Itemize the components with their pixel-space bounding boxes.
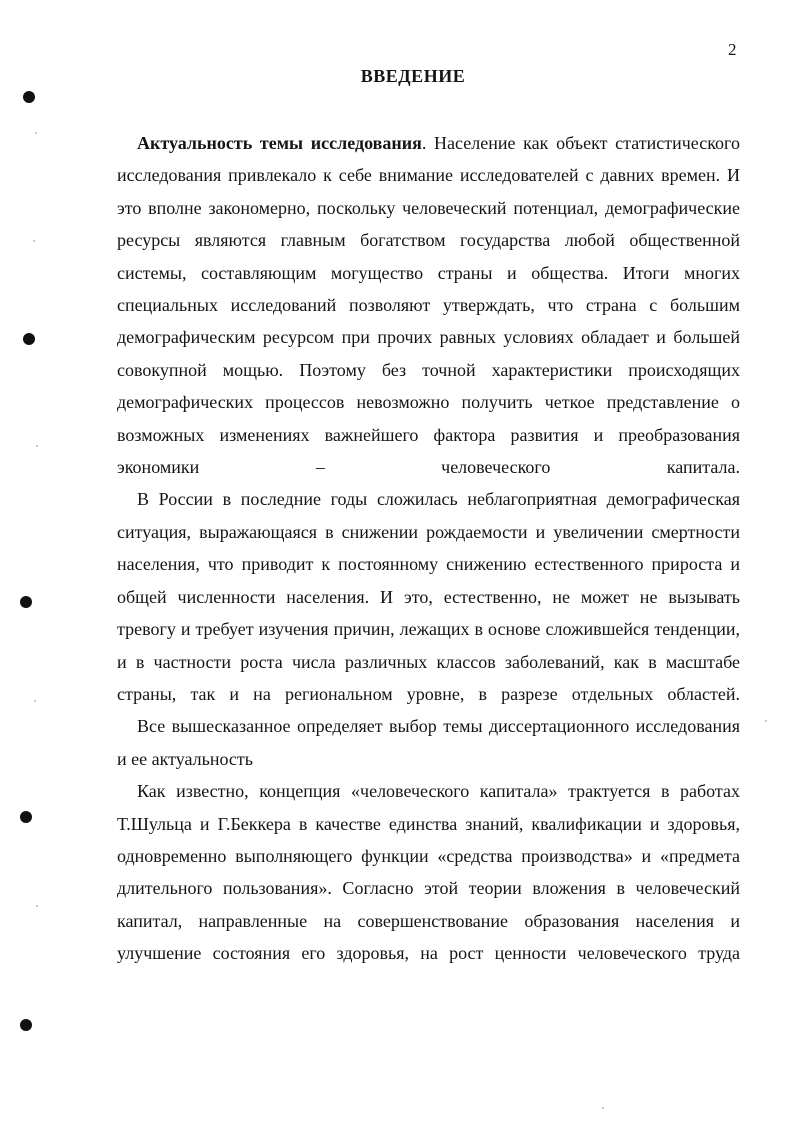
punch-hole-dot [20,596,32,608]
punch-hole-dot [23,333,35,345]
paragraph-human-capital: Как известно, концепция «человеческого капитала» трактуется в работах Т.Шульца и Г.Беккера в качестве единства знаний, квалификации и здоровья, одновременно выполняющего функции «средства производства» и «предмета длительного пользования». Согласно этой теории вложения в человеческий капитал, направленные на совершенствование образования населения и улучшение состояния его здоровья, на рост ценности человеческого труда [117,781,740,964]
paragraph-demography: В России в последние годы сложилась неблагоприятная демографическая ситуация, выражающаяся в снижении рождаемости и увеличении смертности населения, что приводит к постоянному снижению естественного прироста и общей численности населения. И это, естественно, не может не вызывать тревогу и требует изучения причин, лежащих в основе сложившейся тенденции, и в частности роста числа различных классов заболеваний, как в масштабе страны, так и на региональном уровне, в разрезе отдельных областей. [117,489,740,704]
page-title: ВВЕДЕНИЕ [360,66,466,86]
punch-hole-dot [20,1019,32,1031]
page-number: 2 [728,40,737,59]
paragraph-relevance [117,127,740,483]
punch-hole-dot [23,91,35,103]
paragraph-topic-choice: Все вышесказанное определяет выбор темы диссертационного исследования и ее актуальность [117,716,740,769]
body-text [117,127,740,970]
punch-hole-dot [20,811,32,823]
section-lead: Актуальность темы исследования [137,133,422,153]
paragraph-text: . Население как объект статистического исследования привлекало к себе внимание исследователей с давних времен. И это вполне закономерно, поскольку человеческий потенциал, демографические ресурсы являются главным богатством государства любой общественной системы, составляющим могущество страны и общества. Итоги многих специальных исследований позволяют утверждать, что страна с большим демографическим ресурсом при прочих равных условиях обладает и большей совокупной мощью. Поэтому без точной характеристики происходящих демографических процессов невозможно получить четкое представление о возможных изменениях важнейшего фактора развития и преобразования экономики – человеческого капитала. [117,133,740,478]
